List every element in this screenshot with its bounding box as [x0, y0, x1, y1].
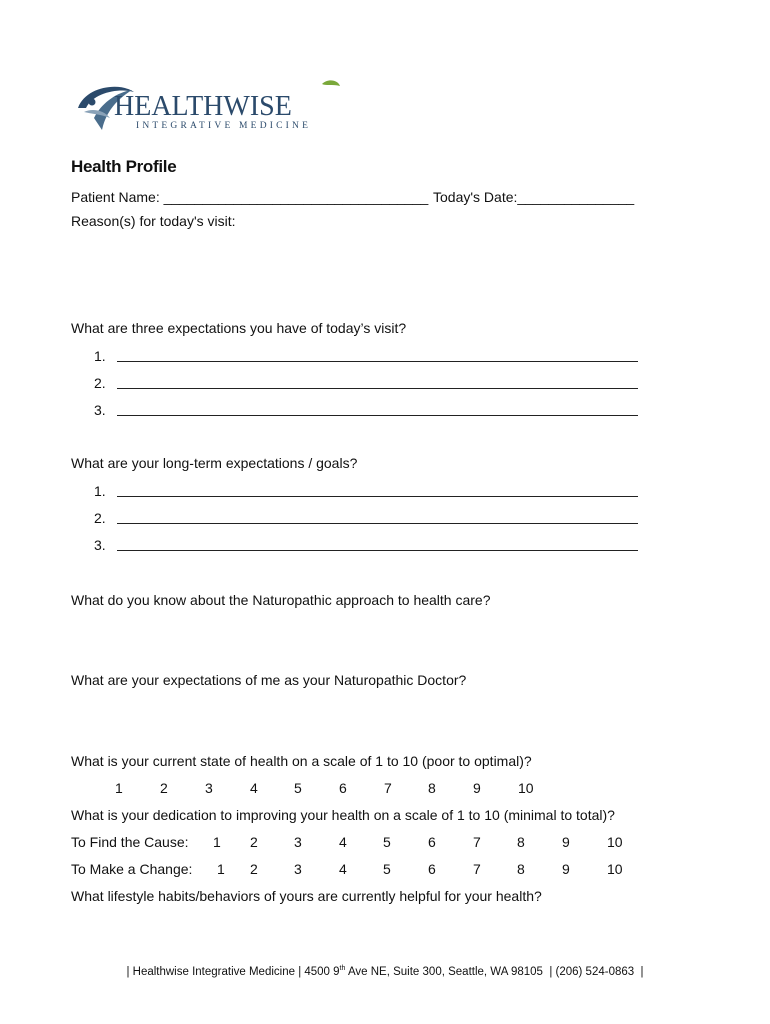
- question-dedication: What is your dedication to improving your health on a scale of 1 to 10 (minimal to total)?: [71, 807, 615, 823]
- brand-tagline: INTEGRATIVE MEDICINE: [136, 121, 312, 131]
- list-number: 2.: [94, 375, 106, 391]
- scale-option[interactable]: 8: [517, 834, 525, 850]
- reason-label: Reason(s) for today's visit:: [71, 213, 236, 229]
- scale-option[interactable]: 9: [562, 861, 570, 877]
- goal-line-2[interactable]: [117, 523, 638, 524]
- list-number: 3.: [94, 402, 106, 418]
- goal-line-1[interactable]: [117, 496, 638, 497]
- scale-option[interactable]: 10: [607, 861, 623, 877]
- scale-option[interactable]: 7: [384, 780, 392, 796]
- scale-option[interactable]: 9: [473, 780, 481, 796]
- scale-option[interactable]: 2: [160, 780, 168, 796]
- scale-option[interactable]: 10: [607, 834, 623, 850]
- find-cause-label: To Find the Cause:: [71, 834, 189, 850]
- scale-option[interactable]: 7: [473, 834, 481, 850]
- expectation-line-1[interactable]: [117, 361, 638, 362]
- leaf-icon: [322, 80, 340, 86]
- footer-text: Ave NE, Suite 300, Seattle, WA 98105 | (206) 524-0863 |: [345, 965, 644, 978]
- scale-option[interactable]: 4: [339, 861, 347, 877]
- scale-option[interactable]: 5: [294, 780, 302, 796]
- expectation-line-2[interactable]: [117, 388, 638, 389]
- scale-option[interactable]: 6: [428, 834, 436, 850]
- footer-text: | Healthwise Integrative Medicine | 4500 9: [126, 965, 340, 978]
- footer-address: [0, 965, 770, 978]
- scale-option[interactable]: 6: [339, 780, 347, 796]
- scale-option[interactable]: 8: [428, 780, 436, 796]
- scale-option[interactable]: 2: [250, 861, 258, 877]
- scale-option[interactable]: 1: [213, 834, 221, 850]
- scale-option[interactable]: 10: [518, 780, 534, 796]
- scale-option[interactable]: 4: [250, 780, 258, 796]
- footer-superscript: th: [339, 965, 346, 972]
- question-naturopathic: What do you know about the Naturopathic approach to health care?: [71, 592, 491, 608]
- scale-option[interactable]: 1: [217, 861, 225, 877]
- page-title: Health Profile: [71, 157, 177, 176]
- scale-option[interactable]: 8: [517, 861, 525, 877]
- patient-name-field[interactable]: Patient Name: __________________________________: [71, 189, 429, 205]
- scale-option[interactable]: 5: [383, 861, 391, 877]
- scale-option[interactable]: 4: [339, 834, 347, 850]
- question-longterm-goals: What are your long-term expectations / goals?: [71, 455, 358, 471]
- scale-option[interactable]: 3: [205, 780, 213, 796]
- list-number: 1.: [94, 483, 106, 499]
- expectation-line-3[interactable]: [117, 415, 638, 416]
- scale-option[interactable]: 7: [473, 861, 481, 877]
- list-number: 1.: [94, 348, 106, 364]
- scale-option[interactable]: 1: [115, 780, 123, 796]
- question-doctor-expectations: What are your expectations of me as your Naturopathic Doctor?: [71, 672, 467, 688]
- scale-option[interactable]: 6: [428, 861, 436, 877]
- brand-name: HEALTHWISE: [114, 91, 292, 122]
- question-lifestyle-habits: What lifestyle habits/behaviors of yours are currently helpful for your health?: [71, 888, 542, 904]
- scale-option[interactable]: 2: [250, 834, 258, 850]
- question-health-state: What is your current state of health on a scale of 1 to 10 (poor to optimal)?: [71, 753, 532, 769]
- question-expectations: What are three expectations you have of today’s visit?: [71, 320, 407, 336]
- goal-line-3[interactable]: [117, 550, 638, 551]
- scale-option[interactable]: 5: [383, 834, 391, 850]
- make-change-label: To Make a Change:: [71, 861, 193, 877]
- list-number: 3.: [94, 537, 106, 553]
- scale-option[interactable]: 3: [294, 861, 302, 877]
- scale-option[interactable]: 9: [562, 834, 570, 850]
- todays-date-field[interactable]: Today's Date:_______________: [433, 189, 635, 205]
- logo-mark-icon: [72, 78, 352, 138]
- list-number: 2.: [94, 510, 106, 526]
- scale-option[interactable]: 3: [294, 834, 302, 850]
- healthwise-logo: [72, 78, 352, 138]
